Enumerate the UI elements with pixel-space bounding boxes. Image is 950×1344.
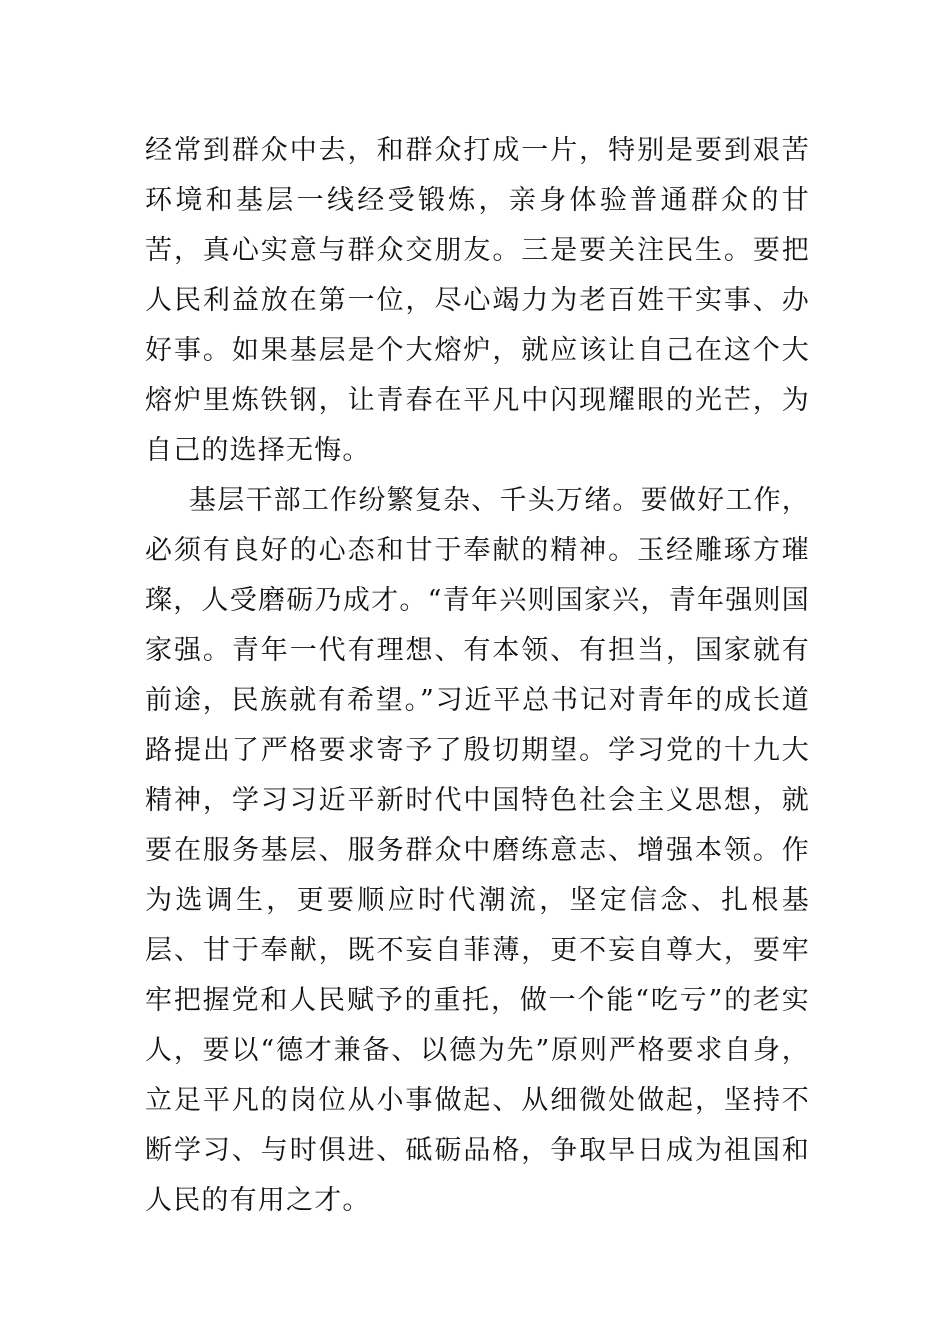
document-body bbox=[145, 126, 810, 1226]
paragraph: 基层干部工作纷繁复杂、千头万绪。要做好工作，必须有良好的心态和甘于奉献的精神。玉经雕琢方璀璨，人受磨砺乃成才。“青年兴则国家兴，青年强则国家强。青年一代有理想、有本领、有担当，国家就有前途，民族就有希望。”习近平总书记对青年的成长道路提出了严格要求寄予了殷切期望。学习党的十九大精神，学习习近平新时代中国特色社会主义思想，就要在服务基层、服务群众中磨练意志、增强本领。作为选调生，更要顺应时代潮流，坚定信念、扎根基层、甘于奉献，既不妄自菲薄，更不妄自尊大，要牢牢把握党和人民赋予的重托，做一个能“吃亏”的老实人，要以“德才兼备、以德为先”原则严格要求自身，立足平凡的岗位从小事做起、从细微处做起，坚持不断学习、与时俱进、砥砺品格，争取早日成为祖国和人民的有用之才。 bbox=[145, 485, 810, 1216]
paragraph-continued: 经常到群众中去，和群众打成一片，特别是要到艰苦环境和基层一线经受锻炼，亲身体验普通群众的甘苦，真心实意与群众交朋友。三是要关注民生。要把人民利益放在第一位，尽心竭力为老百姓干实事、办好事。如果基层是个大熔炉，就应该让自己在这个大熔炉里炼铁钢，让青春在平凡中闪现耀眼的光芒，为自己的选择无悔。 bbox=[145, 135, 810, 466]
